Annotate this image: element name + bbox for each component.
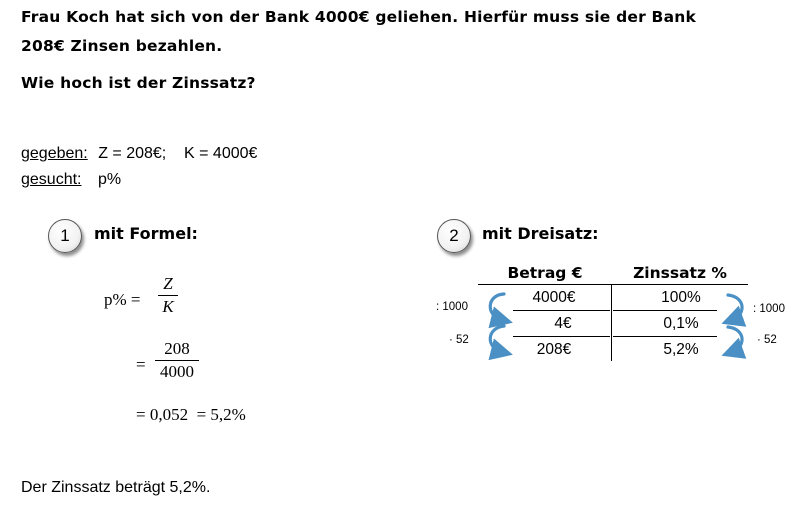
fraction-bar (158, 295, 178, 296)
cell-zinssatz: 5,2% (663, 341, 699, 358)
given-row (21, 145, 257, 163)
row-divider (613, 336, 717, 337)
fraction-z-over-k (158, 274, 178, 317)
fraction-208-over-4000 (155, 339, 199, 382)
curved-arrow-left-icon (490, 294, 504, 320)
cell-betrag: 4€ (554, 315, 572, 332)
curved-arrow-left-icon (490, 326, 504, 352)
method-1-title: mit Formel: (94, 224, 198, 243)
fraction-4000: 4000 (160, 362, 194, 381)
given-value: Z = 208€; K = 4000€ (98, 145, 258, 162)
sought-row (21, 171, 121, 189)
formula-lhs: p% = (104, 290, 141, 309)
fraction-208: 208 (164, 339, 190, 358)
left-op-multiply: · 52 (449, 334, 469, 346)
column-header-betrag: Betrag € (507, 264, 583, 282)
conclusion-text: Der Zinssatz beträgt 5,2%. (21, 479, 211, 496)
row-divider (613, 310, 717, 311)
column-header-zinssatz: Zinssatz % (633, 264, 727, 282)
curved-arrow-right-icon (728, 295, 742, 320)
step-1-badge: 1 (48, 219, 82, 253)
right-op-divide: : 1000 (753, 303, 785, 315)
cell-betrag: 208€ (536, 341, 572, 358)
cell-zinssatz: 0,1% (663, 315, 699, 332)
column-divider (611, 284, 612, 361)
task-question: Wie hoch ist der Zinssatz? (21, 74, 256, 92)
task-text-line-2: 208€ Zinsen bezahlen. (21, 37, 223, 55)
equals-sign: = (136, 355, 146, 374)
fraction-k: K (162, 297, 174, 316)
cell-zinssatz: 100% (661, 289, 701, 306)
header-divider (478, 284, 748, 285)
cell-betrag: 4000€ (532, 289, 576, 306)
formula-result: = 0,052 = 5,2% (136, 405, 246, 424)
sought-value: p% (97, 171, 122, 188)
fraction-bar (155, 360, 199, 361)
row-divider (513, 336, 610, 337)
step-2-badge: 2 (437, 219, 471, 253)
task-text-line-1: Frau Koch hat sich von der Bank 4000€ geliehen. Hierfür muss sie der Bank (21, 8, 696, 26)
right-op-multiply: · 52 (757, 334, 777, 346)
left-op-divide: : 1000 (436, 301, 468, 313)
row-divider (513, 310, 610, 311)
given-label: gegeben: (21, 145, 88, 162)
sought-label: gesucht: (21, 171, 82, 188)
method-2-title: mit Dreisatz: (482, 224, 599, 243)
fraction-z: Z (163, 274, 173, 293)
curved-arrow-right-icon (728, 327, 742, 352)
